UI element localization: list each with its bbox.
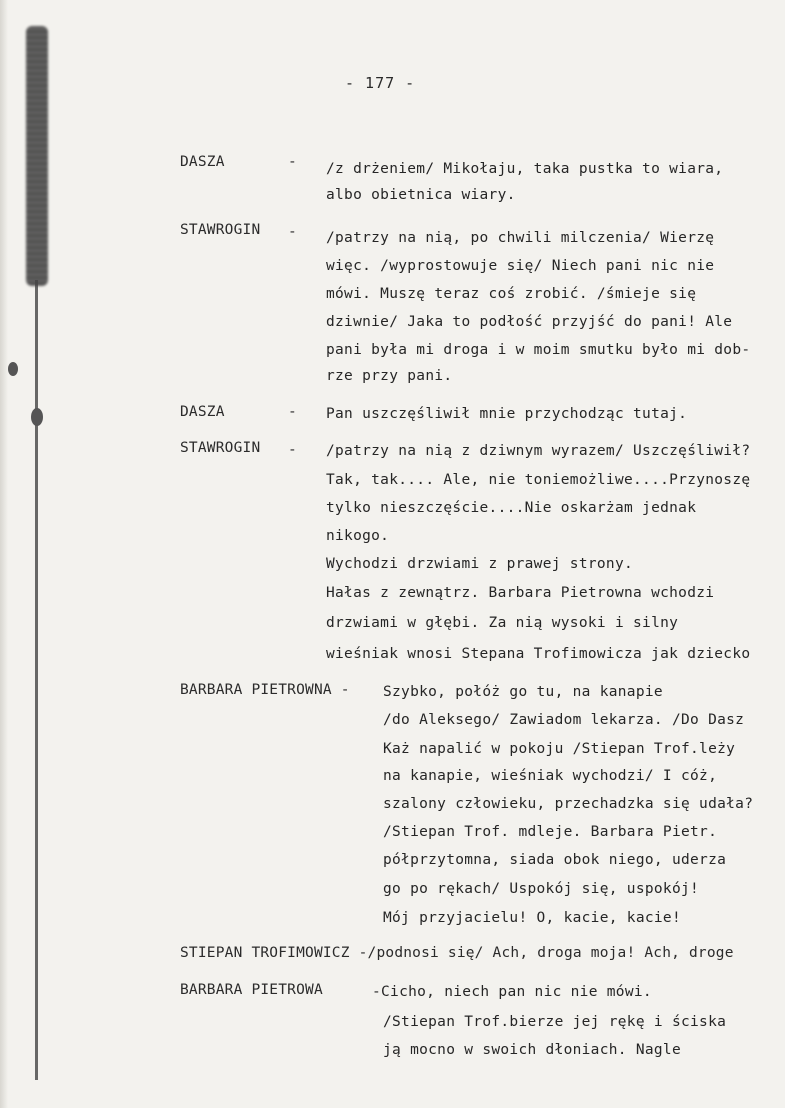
dialogue-line: pani była mi droga i w moim smutku było mi dob- bbox=[326, 342, 751, 358]
dialogue-line: na kanapie, wieśniak wychodzi/ I cóż, bbox=[383, 768, 718, 784]
dialogue-line: /Stiepan Trof. mdleje. Barbara Pietr. bbox=[383, 824, 718, 840]
dialogue-line: Każ napalić w pokoju /Stiepan Trof.leży bbox=[383, 741, 736, 757]
dialogue-line: nikogo. bbox=[326, 528, 390, 544]
dialogue-line: go po rękach/ Uspokój się, uspokój! bbox=[383, 881, 700, 897]
speaker-dash: - bbox=[288, 154, 297, 170]
stage-direction: wieśniak wnosi Stepana Trofimowicza jak dziecko bbox=[326, 646, 751, 662]
speaker-line: STIEPAN TROFIMOWICZ -/podnosi się/ Ach, droga moja! Ach, droge bbox=[180, 945, 734, 961]
stage-direction: Wychodzi drzwiami z prawej strony. bbox=[326, 556, 634, 572]
dialogue-line: dziwnie/ Jaka to podłość przyjść do pani! Ale bbox=[326, 314, 733, 330]
dialogue-line: więc. /wyprostowuje się/ Niech pani nic nie bbox=[326, 258, 715, 274]
speaker-name: BARBARA PIETROWA bbox=[180, 982, 323, 998]
dialogue-line: Pan uszczęśliwił mnie przychodząc tutaj. bbox=[326, 406, 688, 422]
dialogue-line: -Cicho, niech pan nic nie mówi. bbox=[372, 984, 652, 1000]
dialogue-line: Mój przyjacielu! O, kacie, kacie! bbox=[383, 910, 681, 926]
speaker-name: DASZA bbox=[180, 154, 225, 170]
dialogue-line: /patrzy na nią z dziwnym wyrazem/ Uszczęśliwił? bbox=[326, 443, 751, 459]
dialogue-line: Szybko, połóż go tu, na kanapie bbox=[383, 684, 663, 700]
speaker-dash: - bbox=[288, 442, 297, 458]
dialogue-line: albo obietnica wiary. bbox=[326, 187, 516, 203]
dialogue-line: /Stiepan Trof.bierze jej rękę i ściska bbox=[383, 1014, 727, 1030]
speaker-dash: - bbox=[288, 224, 297, 240]
speaker-name: DASZA bbox=[180, 404, 225, 420]
dialogue-line: Tak, tak.... Ale, nie toniemożliwe....Przynoszę bbox=[326, 472, 751, 488]
margin-rule bbox=[35, 280, 38, 1080]
dialogue-line: mówi. Muszę teraz coś zrobić. /śmieje się bbox=[326, 286, 697, 302]
dialogue-line: szalony człowieku, przechadzka się udała? bbox=[383, 796, 754, 812]
binding-mark bbox=[26, 26, 48, 286]
speaker-dash: - bbox=[288, 404, 297, 420]
dialogue-line: ją mocno w swoich dłoniach. Nagle bbox=[383, 1042, 681, 1058]
speaker-name: STAWROGIN bbox=[180, 440, 261, 456]
dialogue-line: rze przy pani. bbox=[326, 368, 453, 384]
speaker-name: BARBARA PIETROWNA - bbox=[180, 682, 350, 698]
speaker-name: STAWROGIN bbox=[180, 222, 261, 238]
dialogue-line: półprzytomna, siada obok niego, uderza bbox=[383, 852, 727, 868]
dialogue-line: /patrzy na nią, po chwili milczenia/ Wierzę bbox=[326, 230, 715, 246]
punch-hole bbox=[31, 408, 43, 426]
punch-hole bbox=[8, 362, 18, 376]
dialogue-line: /z drżeniem/ Mikołaju, taka pustka to wiara, bbox=[326, 161, 724, 177]
dialogue-line: tylko nieszczęście....Nie oskarżam jednak bbox=[326, 500, 697, 516]
stage-direction: drzwiami w głębi. Za nią wysoki i silny bbox=[326, 615, 679, 631]
stage-direction: Hałas z zewnątrz. Barbara Pietrowna wchodzi bbox=[326, 585, 715, 601]
scan-edge bbox=[0, 0, 8, 1108]
page-number: - 177 - bbox=[345, 74, 416, 92]
dialogue-line: /do Aleksego/ Zawiadom lekarza. /Do Dasz bbox=[383, 712, 745, 728]
